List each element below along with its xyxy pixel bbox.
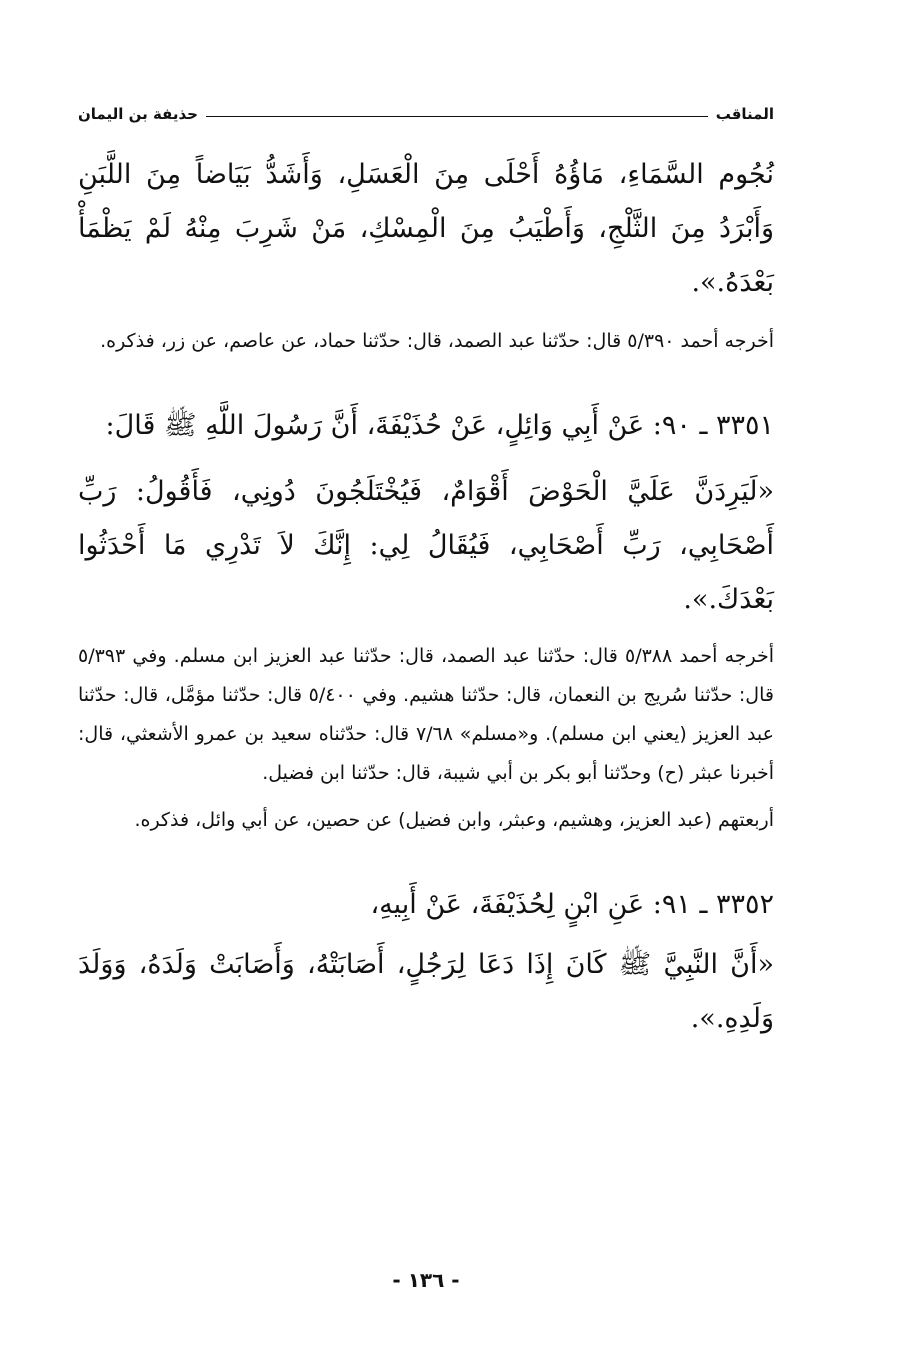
hadith-heading-3352: ٣٣٥٢ ـ ٩١: عَنِ ابْنٍ لِحُذَيْفَةَ، عَنْ أَبِيهِ، [370, 889, 774, 920]
takhrij-note: أربعتهم (عبد العزيز، وهشيم، وعبثر، وابن فضيل) عن حصين، عن أبي وائل، فذكره. [134, 809, 774, 831]
running-header [78, 100, 774, 128]
hadith-text-3352: «أَنَّ النَّبِيَّ ﷺ كَانَ إِذَا دَعَا لِرَجُلٍ، أَصَابَتْهُ، وَأَصَابَتْ وَلَدَهُ، وَوَلَدَ وَلَدِهِ.». [78, 949, 774, 1034]
page-number: - ١٣٦ - [392, 1268, 460, 1292]
hadith-heading-3351: ٣٣٥١ ـ ٩٠: عَنْ أَبِي وَائِلٍ، عَنْ حُذَيْفَةَ، أَنَّ رَسُولَ اللَّهِ ﷺ قَالَ: [105, 410, 774, 441]
hadith-text-continued: نُجُوم السَّمَاءِ، مَاؤُهُ أَحْلَى مِنَ الْعَسَلِ، وَأَشَدُّ بَيَاضاً مِنَ اللَّبَنِ وَأَبْرَدُ مِنَ الثَّلْجِ، وَأَطْيَبُ مِنَ الْمِسْكِ، مَنْ شَرِبَ مِنْهُ لَمْ يَظْمَأْ بَعْدَهُ.». [78, 159, 774, 298]
header-section: حذيفة بن اليمان [78, 105, 198, 123]
book-page [78, 100, 774, 1300]
hadith-text-3351: «لَيَرِدَنَّ عَلَيَّ الْحَوْضَ أَقْوَامٌ، فَيُخْتَلَجُونَ دُونِي، فَأَقُولُ: رَبِّ أَصْحَابِي، رَبِّ أَصْحَابِي، فَيُقَالُ لِي: إِنَّكَ لاَ تَدْرِي مَا أَحْدَثُوا بَعْدَكَ.». [78, 476, 774, 615]
takhrij-note: أخرجه أحمد ٥/٣٨٨ قال: حدّثنا عبد الصمد، قال: حدّثنا عبد العزيز ابن مسلم. وفي ٥/٣٩٣ قال: حدّثنا سُريج بن النعمان، قال: حدّثنا هشيم. وفي ٥/٤٠٠ قال: حدّثنا مؤمَّل، قال: حدّثنا عبد العزيز (يعني ابن مسلم). و«مسلم» ٧/٦٨ قال: حدّثناه سعيد بن عمرو الأشعثي، قال: أخبرنا عبثر (ح) وحدّثنا أبو بكر بن أبي شيبة، قال: حدّثنا ابن فضيل. [78, 645, 775, 784]
takhrij-note: أخرجه أحمد ٥/٣٩٠ قال: حدّثنا عبد الصمد، قال: حدّثنا حماد، عن عاصم، عن زر، فذكره. [100, 330, 774, 352]
header-rule [206, 116, 708, 117]
header-chapter: المناقب [715, 105, 774, 123]
